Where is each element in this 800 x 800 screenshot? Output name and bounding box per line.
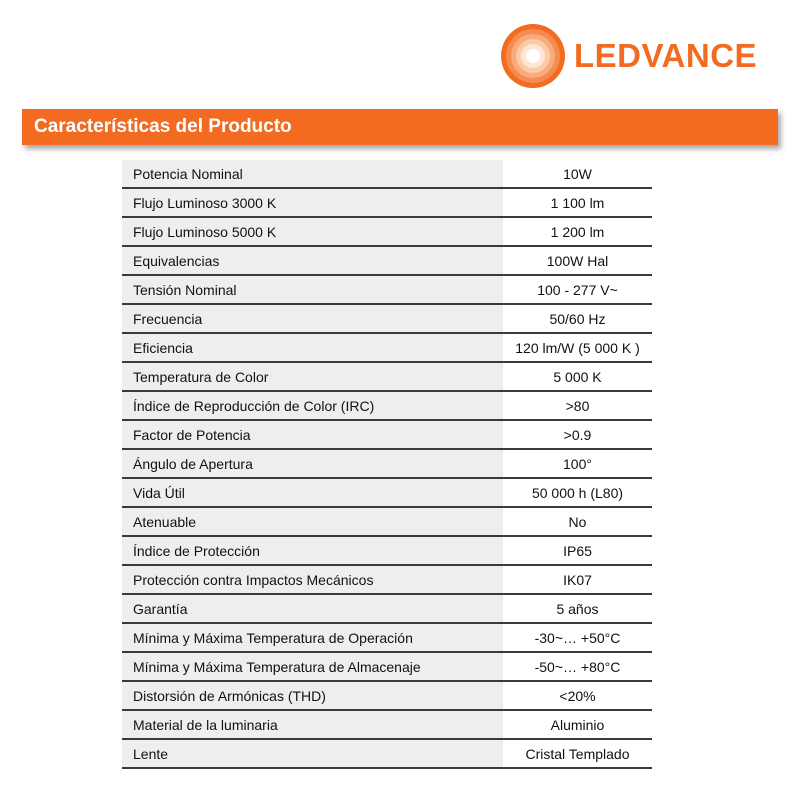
spec-label: Temperatura de Color <box>122 362 503 391</box>
spec-value: No <box>503 507 652 536</box>
spec-value: IP65 <box>503 536 652 565</box>
brand-logo <box>500 20 780 92</box>
table-row <box>122 652 652 681</box>
ledvance-ring-icon <box>500 23 566 89</box>
spec-value: 5 años <box>503 594 652 623</box>
table-row <box>122 623 652 652</box>
spec-label: Protección contra Impactos Mecánicos <box>122 565 503 594</box>
table-row <box>122 391 652 420</box>
brand-name: LEDVANCE <box>574 37 758 74</box>
spec-label: Eficiencia <box>122 333 503 362</box>
spec-label: Índice de Protección <box>122 536 503 565</box>
section-banner <box>22 109 778 145</box>
table-row <box>122 246 652 275</box>
table-row <box>122 536 652 565</box>
spec-label: Mínima y Máxima Temperatura de Almacenaje <box>122 652 503 681</box>
spec-label: Factor de Potencia <box>122 420 503 449</box>
spec-label: Equivalencias <box>122 246 503 275</box>
spec-label: Lente <box>122 739 503 768</box>
spec-label: Ángulo de Apertura <box>122 449 503 478</box>
spec-label: Vida Útil <box>122 478 503 507</box>
spec-label: Flujo Luminoso 3000 K <box>122 188 503 217</box>
spec-label: Potencia Nominal <box>122 160 503 188</box>
spec-value: -30~… +50°C <box>503 623 652 652</box>
spec-label: Tensión Nominal <box>122 275 503 304</box>
spec-value: 50/60 Hz <box>503 304 652 333</box>
spec-label: Flujo Luminoso 5000 K <box>122 217 503 246</box>
spec-value: 50 000 h (L80) <box>503 478 652 507</box>
table-row <box>122 333 652 362</box>
spec-label: Frecuencia <box>122 304 503 333</box>
spec-value: 1 100 lm <box>503 188 652 217</box>
spec-value: 120 lm/W (5 000 K ) <box>503 333 652 362</box>
spec-value: -50~… +80°C <box>503 652 652 681</box>
spec-value: 100W Hal <box>503 246 652 275</box>
table-row <box>122 565 652 594</box>
table-row <box>122 160 652 188</box>
spec-value: 100° <box>503 449 652 478</box>
table-row <box>122 681 652 710</box>
table-row <box>122 217 652 246</box>
table-row <box>122 478 652 507</box>
spec-label: Distorsión de Armónicas (THD) <box>122 681 503 710</box>
table-row <box>122 449 652 478</box>
spec-value: 5 000 K <box>503 362 652 391</box>
table-row <box>122 420 652 449</box>
table-row <box>122 362 652 391</box>
spec-value: Cristal Templado <box>503 739 652 768</box>
spec-label: Índice de Reproducción de Color (IRC) <box>122 391 503 420</box>
spec-label: Garantía <box>122 594 503 623</box>
spec-value: Aluminio <box>503 710 652 739</box>
spec-value: IK07 <box>503 565 652 594</box>
table-row <box>122 188 652 217</box>
spec-label: Material de la luminaria <box>122 710 503 739</box>
table-row <box>122 275 652 304</box>
spec-table <box>122 160 652 769</box>
spec-label: Mínima y Máxima Temperatura de Operación <box>122 623 503 652</box>
section-title: Características del Producto <box>34 116 292 137</box>
spec-value: 1 200 lm <box>503 217 652 246</box>
spec-value: <20% <box>503 681 652 710</box>
spec-label: Atenuable <box>122 507 503 536</box>
spec-value: >0.9 <box>503 420 652 449</box>
table-row <box>122 507 652 536</box>
table-row <box>122 739 652 768</box>
spec-value: >80 <box>503 391 652 420</box>
table-row <box>122 304 652 333</box>
spec-value: 10W <box>503 160 652 188</box>
spec-value: 100 - 277 V~ <box>503 275 652 304</box>
table-row <box>122 710 652 739</box>
table-row <box>122 594 652 623</box>
